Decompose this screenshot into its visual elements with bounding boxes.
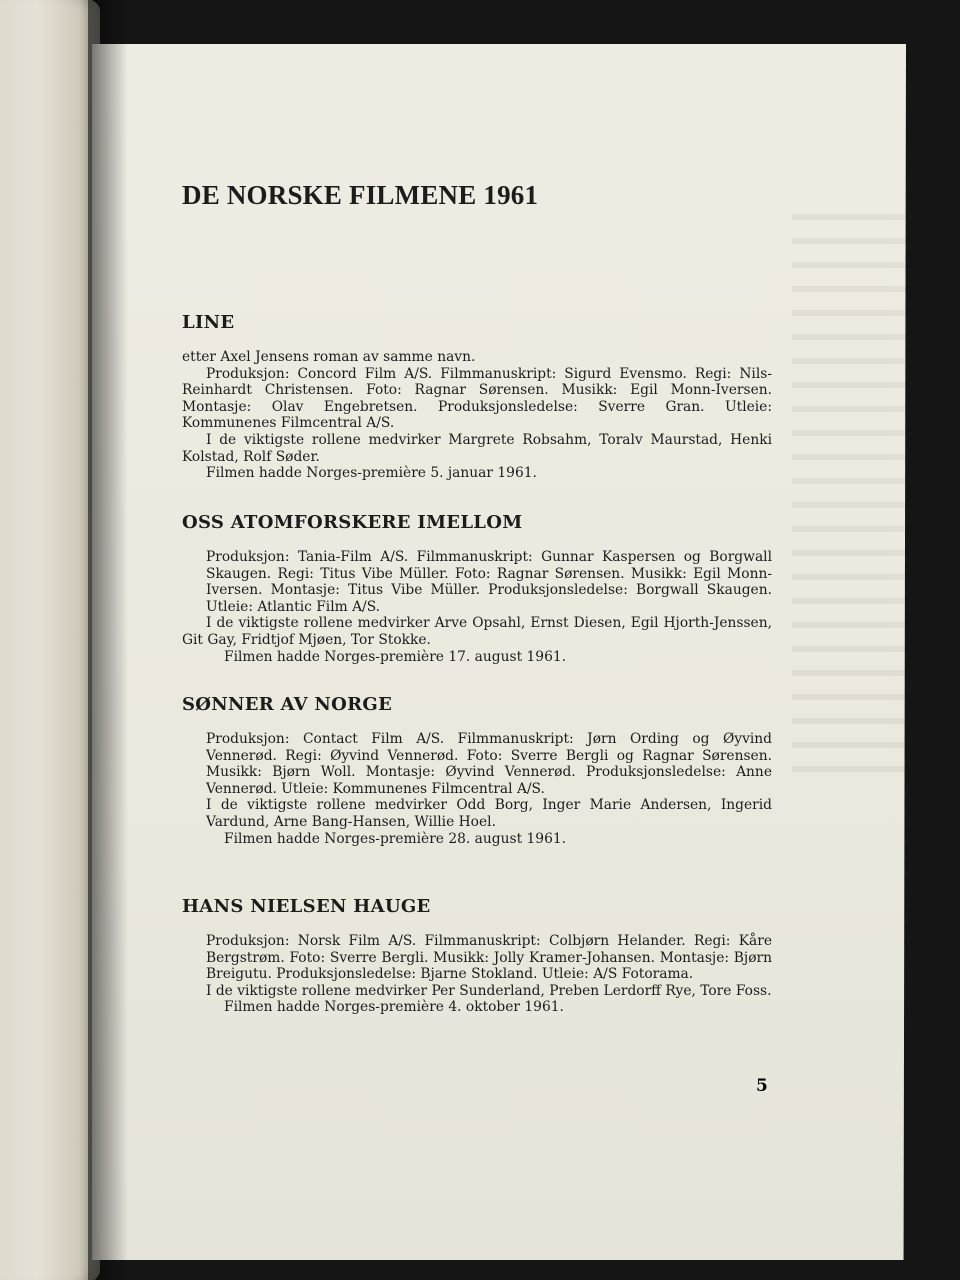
- film-heading: SØNNER AV NORGE: [182, 694, 393, 715]
- page-number: 5: [756, 1076, 768, 1096]
- film-credits: Produksjon: Concord Film A/S. Filmmanuskript: Sigurd Evensmo. Regi: Nils-Reinhardt Christensen. Foto: Ragnar Sørensen. Musikk: Egil Monn-Iversen. Montasje: Olav Engebretsen. Produksjonsledelse: Sverre Gran. Utleie: Kommunenes Filmcentral A/S.: [182, 365, 772, 432]
- film-cast: I de viktigste rollene medvirker Arve Opsahl, Ernst Diesen, Egil Hjorth-Jenssen, Git Gay, Fridtjof Mjøen, Tor Stokke.: [182, 615, 772, 648]
- film-heading: HANS NIELSEN HAUGE: [182, 896, 431, 917]
- film-premiere: Filmen hadde Norges-première 28. august 1961.: [224, 830, 567, 847]
- film-body: [182, 549, 772, 665]
- film-premiere: Filmen hadde Norges-première 17. august 1961.: [224, 648, 567, 665]
- film-credits: Produksjon: Contact Film A/S. Filmmanuskript: Jørn Ording og Øyvind Vennerød. Regi: Øyvind Vennerød. Foto: Sverre Bergli og Ragnar Sørensen. Musikk: Bjørn Woll. Montasje: Øyvind Vennerød. Produksjonsledelse: Anne Vennerød. Utleie: Kommunenes Filmcentral A/S.: [206, 731, 772, 797]
- film-cast: I de viktigste rollene medvirker Per Sunderland, Preben Lerdorff Rye, Tore Foss.: [206, 982, 772, 999]
- film-body: [182, 349, 772, 482]
- show-through-text: [792, 214, 960, 794]
- film-heading: LINE: [182, 312, 235, 333]
- page-title: DE NORSKE FILMENE 1961: [182, 180, 539, 210]
- film-cast: I de viktigste rollene medvirker Margrete Robsahm, Toralv Maurstad, Henki Kolstad, Rolf Søder.: [182, 431, 772, 465]
- film-heading: OSS ATOMFORSKERE IMELLOM: [182, 512, 523, 533]
- left-page-edge: [0, 0, 100, 1280]
- film-premiere: Filmen hadde Norges-première 5. januar 1961.: [206, 465, 537, 482]
- spine-shadow: [88, 0, 128, 1280]
- film-entry-hans-nielsen-hauge: [182, 896, 772, 1016]
- film-intro: etter Axel Jensens roman av samme navn.: [182, 349, 476, 365]
- film-credits: Produksjon: Tania-Film A/S. Filmmanuskript: Gunnar Kaspersen og Borgwall Skaugen. Regi: Titus Vibe Müller. Foto: Ragnar Sørensen. Musikk: Egil Monn-Iversen. Montasje: Titus Vibe Müller. Produksjonsledelse: Borgwall Skaugen. Utleie: Atlantic Film A/S.: [206, 549, 772, 615]
- film-credits: Produksjon: Norsk Film A/S. Filmmanuskript: Colbjørn Helander. Regi: Kåre Bergstrøm. Foto: Sverre Bergli. Musikk: Jolly Kramer-Johansen. Montasje: Bjørn Breigutu. Produksjonsledelse: Bjarne Stokland. Utleie: A/S Fotorama.: [206, 933, 772, 983]
- film-cast-wrap: [182, 615, 772, 648]
- page-content: [182, 180, 772, 1016]
- film-premiere: Filmen hadde Norges-première 4. oktober 1961.: [224, 999, 564, 1016]
- film-body: [182, 933, 772, 1016]
- film-entry-sonner-av-norge: [182, 694, 772, 847]
- film-cast: I de viktigste rollene medvirker Odd Borg, Inger Marie Andersen, Ingerid Vardund, Arne Bang-Hansen, Willie Hoel.: [206, 797, 772, 830]
- film-entry-oss-atomforskere-imellom: [182, 512, 772, 665]
- film-body: [182, 731, 772, 847]
- film-entry-line: [182, 312, 772, 482]
